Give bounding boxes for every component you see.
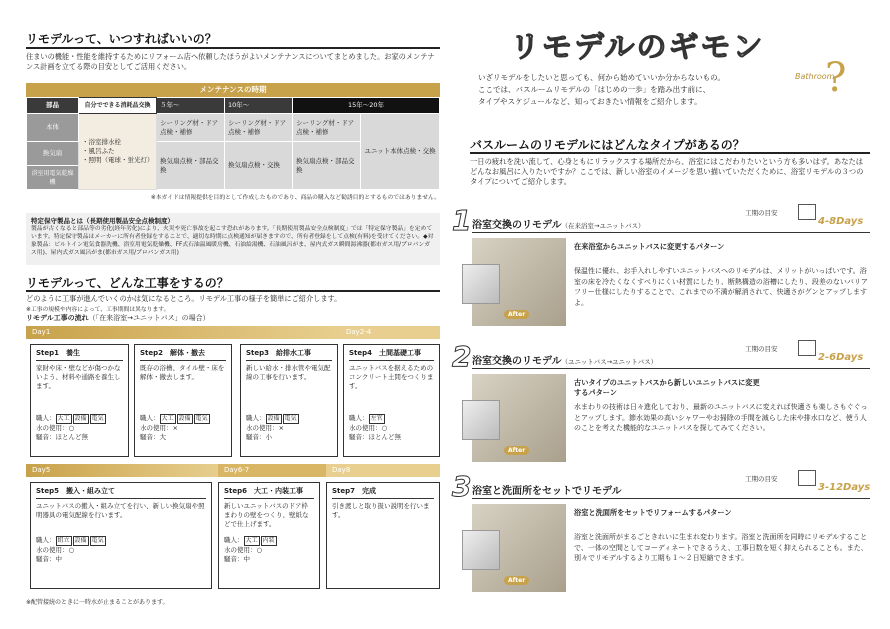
craft-tag: 電気 — [91, 415, 104, 422]
type-days: 3-12Days — [818, 482, 871, 493]
section-title-what: リモデルって、どんな工事をするの？ — [26, 276, 229, 290]
day1-band: Day1 — [26, 326, 342, 339]
type-body: 水まわりの技術は日々進化しており、最新のユニットバスに変えれば快適さも楽しさもぐぐっとアップします。節水効果の高いシャワーやお掃除の手間を減らした床や排水口など、使う人のことを考えた機能的なユニットバスを探してみてください。 — [574, 403, 868, 432]
craft-tag: 設備 — [74, 537, 87, 544]
guide-label: 工期の目安 — [745, 209, 778, 217]
step-title: Step5 搬入・組み立て — [36, 487, 206, 499]
table-note: ※本ガイドは情報提供を目的として作成したものであり、商品の購入など勧誘目的とするものではありません。 — [150, 195, 440, 201]
col-15: 15年〜20年 — [293, 98, 440, 114]
craft-tag: 大工 — [57, 415, 70, 422]
specific-box — [26, 213, 440, 265]
specific-title: 特定保守製品とは（長期使用製品安全点検制度） — [31, 217, 174, 225]
step-body: ユニットバスを据えるためのコンクリート土間をつくります。 — [349, 364, 434, 390]
step-body: ユニットバスの搬入・組み立てを行い、新しい換気扇や照明器具の電気配線を行います。 — [36, 502, 205, 519]
calendar-icon — [798, 204, 816, 220]
row-body: 本体 — [27, 114, 79, 142]
self-items: ・浴室排水栓 ・風呂ふた ・照明（電球・蛍光灯） — [79, 114, 157, 190]
after-badge: After — [504, 446, 529, 455]
type-body: 浴室と洗面所がまるごときれいに生まれ変わります。浴室と洗面所を同時にリモデルすることで、一体の空間としてコーディネートできるうえ、工事日数を短く抑えられることも。また、別々でリモデルするより工期も１〜２日短縮できます。 — [574, 533, 868, 562]
step-title: Step1 養生 — [36, 349, 123, 361]
question-icon: ? — [825, 55, 847, 101]
row-fan: 換気扇 — [27, 142, 79, 166]
when-body: 住まいの機能・性能を維持するためにリフォーム店へ依頼したほうがよいメンテナンスについてまとめました。お家のメンテナンス計画を立てる際の目安としてご活用ください。 — [26, 52, 435, 71]
craft-tag: 大工 — [245, 537, 258, 544]
step-title: Step7 完成 — [332, 487, 434, 499]
craft-tag: 内装 — [262, 537, 275, 544]
step-body: 新しいユニットバスのドア枠まわりの壁をつくり、壁紙などで仕上げます。 — [224, 502, 309, 528]
calendar-icon — [798, 470, 816, 486]
foot-note: ※配管接続のときに一時水が止まることがあります。 — [26, 599, 169, 606]
day2-4-band: Day2-4 — [340, 326, 440, 339]
unit-cell: ユニット本体点検・交換 — [361, 114, 440, 190]
bathroom-logo: Bathroom — [795, 72, 835, 81]
flow-title: リモデル工事の流れ（「在来浴室→ユニットバス」の場合） — [26, 314, 210, 322]
col-5: ５年〜 — [157, 98, 225, 114]
day6-7-band: Day6-7 — [218, 464, 328, 477]
step-card — [326, 482, 440, 589]
type-bold: 浴室と洗面所をセットでリフォームするパターン — [574, 508, 732, 517]
type-head: 浴室交換のリモデル（在来浴室→ユニットバス） — [472, 220, 645, 231]
craft-tag: 大工 — [161, 415, 174, 422]
row-dryer: 浴室用電気乾燥機 — [27, 166, 79, 190]
craft-tag: 左官 — [370, 415, 383, 422]
type-number: 1 — [452, 204, 472, 237]
step-title: Step4 土間基礎工事 — [349, 349, 434, 361]
step-card: Step3 給排水工事 新しい給水・排水管や電気配線の工事を行います。 職人： 設備 電気 水の使用：× 騒音：小 — [240, 344, 338, 457]
step-card: Step2 解体・撤去 既存の浴槽、タイル壁・床を解体・撤去します。 職人： 大工 設備 電気 水の使用：× 騒音：大 — [134, 344, 232, 457]
craft-tag: 電気 — [284, 415, 297, 422]
step-title: Step3 給排水工事 — [246, 349, 332, 361]
type-days: 4-8Days — [818, 216, 864, 227]
step-title: Step2 解体・撤去 — [140, 349, 226, 361]
types-body: 一日の疲れを洗い流して、心身ともにリラックスする場所だから、浴室にはこだわりたいという方も多いはず。あなたはどんなお風呂に入りたいですか？ここでは、新しい浴室のイメージを思い描いていただくために、浴室リモデルの３つのタイプについてご紹介します。 — [470, 157, 864, 186]
guide-label: 工期の目安 — [745, 345, 778, 353]
step-card: Step6 大工・内装工事 新しいユニットバスのドア枠まわりの壁をつくり、壁紙などで仕上げます。 職人： 大工 内装 水の使用：○ 騒音：中 — [218, 482, 320, 589]
type-number: 2 — [452, 340, 472, 373]
type-number: 3 — [452, 470, 472, 503]
day5-band: Day5 — [26, 464, 222, 477]
craft-tag: 組立 — [57, 537, 70, 544]
before-photo — [462, 530, 500, 570]
type-bold: 古いタイプのユニットバスから新しいユニットバスに変更するパターン — [574, 378, 760, 397]
step-card: Step5 搬入・組み立て ユニットバスの搬入・組み立てを行い、新しい換気扇や照明器具の電気配線を行います。 職人： 組立 設備 電気 水の使用：○ 騒音：中 — [30, 482, 212, 589]
types-title: バスルームのリモデルにはどんなタイプがあるの？ — [470, 138, 745, 152]
craft-tag: 設備 — [74, 415, 87, 422]
after-badge: After — [504, 310, 529, 319]
specific-body: 製品が古くなると部品等の劣化(経年劣化)により、火災や死亡事故を起こす恐れがあります。「長期使用製品安全点検制度」では「特定保守製品」を定めています。特定保守製品はメーカーに所有者登録をすることで、適切な時期に点検通知が届きますので、所有者登録をして点検(有料)を受けてください。◆対象製品：ビルトイン電気食器洗機、浴室用電気乾燥機、FF式石油温風暖房機、石油給湯機、石油風呂がま、屋内式ガス瞬間湯沸器(都市ガス用/プロパンガス用)、屋内式ガス風呂がま(都市ガス用/プロパンガス用) — [31, 226, 434, 256]
type-bold: 在来浴室からユニットバスに変更するパターン — [574, 242, 725, 251]
before-photo — [462, 400, 500, 440]
step-body: 引き渡しと取り扱い説明を行います。 — [332, 502, 430, 519]
craft-tag: 設備 — [178, 415, 191, 422]
col-self: 自分でできる消耗品交換 — [79, 98, 157, 114]
before-photo — [462, 264, 500, 304]
col-10: 10年〜 — [225, 98, 293, 114]
calendar-icon — [798, 340, 816, 356]
step-body: 既存の浴槽、タイル壁・床を解体・撤去します。 — [140, 364, 225, 381]
step-body: 新しい給水・排水管や電気配線の工事を行います。 — [246, 364, 331, 381]
craft-tag: 設備 — [267, 415, 280, 422]
step-card: Step1 養生 家財や床・壁などが傷つかないよう、材料や通路を養生します。 職人： 大工 設備 電気 水の使用：○ 騒音：ほとんど無 — [30, 344, 129, 457]
type-body: 保温性に優れ、お手入れしやすいユニットバスへのリモデルは、メリットがいっぱいです。浴室の床を冷たくなくすべりにくい材質にしたり、断熱構造の浴槽にしたり、段差のないバリアフリー仕様にしたりすることで、これまでの不満が解消されて、快適さがグンとアップしますよ。 — [574, 267, 868, 307]
craft-tag: 電気 — [91, 537, 104, 544]
after-badge: After — [504, 576, 529, 585]
intro: いざリモデルをしたいと思っても、何から始めていいか分からないもの。 ここでは、バスルームリモデルの「はじめの一歩」を踏み出す前に、 タイプやスケジュールなど、知っておきたい情報をご紹介します。 — [478, 73, 725, 106]
type-days: 2-6Days — [818, 352, 864, 363]
type-head: 浴室と洗面所をセットでリモデル — [472, 486, 622, 497]
step-card: Step4 土間基礎工事 ユニットバスを据えるためのコンクリート土間をつくります。 職人： 左官 水の使用：○ 騒音：ほとんど無 — [343, 344, 440, 457]
type-head: 浴室交換のリモデル（ユニットバス→ユニットバス） — [472, 356, 658, 367]
main-title: リモデルのギモン — [510, 30, 765, 65]
step-title: Step6 大工・内装工事 — [224, 487, 314, 499]
guide-label: 工期の目安 — [745, 475, 778, 483]
craft-tag: 電気 — [195, 415, 208, 422]
day8-band: Day8 — [326, 464, 440, 477]
section-title-when: リモデルって、いつすればいいの？ — [26, 32, 217, 46]
maintenance-table: メンテナンスの時期 部品 自分でできる消耗品交換 ５年〜 10年〜 15年〜20年 本体 ・浴室排水栓 ・風呂ふた ・照明（電球・蛍光灯） シーリング材・ドア点検・補修 シーリング材・ドア点検・補修 シーリング材・ドア点検・補修 ユニット本体点検・交換 換気扇 換気扇点検・部品交換 換気扇点検・交換 換気扇点検・部品交換 浴室用電気乾燥機 ※本ガイドは情報提供を目的として作成したものであり、商品の購入など勧誘目的とするものではありません。 — [26, 83, 440, 201]
col-part: 部品 — [27, 98, 79, 114]
table-header: メンテナンスの時期 — [26, 83, 440, 97]
step-body: 家財や床・壁などが傷つかないよう、材料や通路を養生します。 — [36, 364, 121, 390]
